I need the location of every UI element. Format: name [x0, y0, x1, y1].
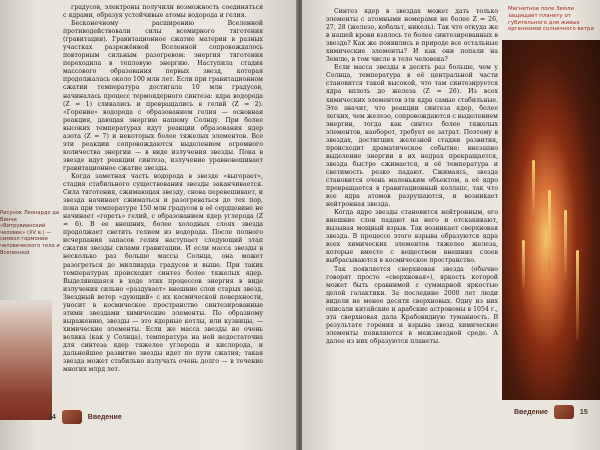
flame-stroke: [576, 250, 579, 340]
solar-wind-image: [502, 40, 600, 400]
section-label: Введение: [87, 413, 122, 421]
left-text-column: [63, 4, 263, 406]
decoration-icon: [62, 410, 82, 424]
top-caption: Магнитное поле Земли защищает планету от губительного для живых организмов солнечного ветра: [508, 6, 594, 33]
flame-stroke: [548, 190, 551, 270]
left-footer: [48, 410, 122, 424]
right-page: [302, 0, 600, 450]
decoration-icon: [554, 405, 574, 419]
left-page: [0, 0, 298, 450]
side-caption: Рисунок Леонардо да Винчи «Витрувианский человек» (XV в.) — символ гармонии человеческого тела и Вселенной: [0, 210, 60, 256]
flame-stroke: [522, 240, 525, 290]
flame-stroke: [532, 160, 535, 220]
paragraph: Если масса звезды в десять раз больше, чем у Солнца, температура в её центральной части становится такой высокой, что там синтезируется ядра вплоть до железа (Z = 26). Из всех химических элементов эти ядра самые стабильные. Это значит, что реакции синтеза ядер, более легких, чем железо, сопровождаются с выделением энергии, тогда как синтез более тяжелых элементов, наоборот, требует ее затрат. Поэтому в звездах, достигших железной стадии развития, происходит драматическое событие: внезапно выделение энергии в их недрах прекращается, звезда быстро сжимается, и её температура и светимость резко падают. Сжимаясь, звезда становится очень маленьким объектом, а её ядро превращается в гравитационный коллапс, так что все ядра атомов разрушаются, и возникает нейтронная звезда.: [326, 64, 498, 209]
paragraph: Бесконечному расширению Вселенной противодействовали силы всемирного тяготения (гравитации). Гравитационное сжатие материи в разных участках разрежённой Вселенной сопровождалось повторным сильным разогревом: энергия тяготения переходила в тепловую энергию. Наступила стадия массового образования первых звезд, которая продолжалась около 100 млн лет. Если при гравитационном сжатии температура достигала 10 млн градусов, начиналась процесс термоядерного синтеза: ядра водорода (Z = 1) сливались и превращались в гелий (Z = 2). «Горение» водорода с образованием гелия — основная реакция, дающая энергию нашему Солнцу. При более высоких температурах идут реакции образования ядер азота (Z = 7) и некоторых более тяжелых элементов. Все эти реакции сопровождаются выделением огромного количества энергии — в виде излучения звезды. Пока в звезде идут реакции синтеза, излучение уравновешивает гравитационное сжатие звезды.: [63, 20, 263, 172]
paragraph: Когда заметная часть водорода в звезде «выгорает», стадия стабильного существования звезды заканчивается. Сила тяготения, сжимающая звезду, снова перевешивает, и звезда начинает сжиматься и разогреваться до тех пор, пока при температуре 150 млн градусов в её сердцевине не начинает «гореть» гелий, с образованием ядер углерода (Z = 6). В ее внешних, более холодных слоях звезда продолжает светить гелием из водорода. После полного исчерпания запасов гелия наступает следующий этап сжатия звезды силами гравитации. И если масса звезды в несколько раз больше массы Солнца, она может разогреться до миллиарда градусов и выше. При таких температурах происходит синтез более тяжелых ядер. Выделяющаяся в ходе этих процессов энергия в виде излучения сильно «раздувает» внешние слои старых звезд. Звездный ветер «дующий» с их космической поверхности, уносит в космическое пространство синтезированные этими звездами химические элементы. По образному выражению, звезды — это ядерные котлы, или кузницы, — химические элементы. Если же масса звезды не очень велика (как у Солнца), температура на ней недостаточна для синтеза ядер тяжелее углерода и кислорода, и дальнейшее развитие звезды идет по пути сжатия; такая звезда может стабильно излучать очень долго — в течение многих млрд лет.: [63, 172, 263, 374]
paragraph: градусов, электроны получили возможность соединяться с ядрами, образуя устойчивые атомы водорода и гелия.: [63, 4, 263, 20]
right-text-column: [326, 8, 498, 418]
paragraph: Когда ядро звезды становится нейтронным, его внешние слои падают на него и отскакивают, вызывая мощный взрыв. Так возникает сверхновая звезда. В процессе этого взрыва образуются ядра всех химических элементов тяжелее железа, которые вместе с веществом внешних слоев выбрасываются в космическое пространство.: [326, 209, 498, 265]
section-label: Введение: [514, 408, 548, 416]
vitruvian-image: [0, 300, 52, 420]
paragraph: Синтез ядер в звездах может дать только элементы с атомными номерами не более Z = 26, 27, 28 (железо, кобальт, никель). Так что откуда же в нашей крови взялось то более синтезированных в звезде? Как же появились в природе все остальные химические элементы? И как они попали на Землю, в том числе в тело человека?: [326, 8, 498, 64]
page-number: 14: [48, 413, 56, 421]
flame-stroke: [564, 210, 567, 280]
paragraph: Так появляется сверхновая звезда (обычно говорят просто «сверхновая»), яркость которой может быть сравнимой с суммарной яркостью целой галактики. За последние 2000 лет люди видели не менее десяти сверхновых. Одну из них описали китайские и арабские астрономы в 1054 г., эта сверхновая дала Крабовидную туманность. В результате горения и взрыва звезд химические элементы появляются в межзвездной среде. А далее из них образуются планеты.: [326, 265, 498, 345]
right-footer: [514, 405, 588, 419]
page-number: 15: [579, 408, 588, 416]
